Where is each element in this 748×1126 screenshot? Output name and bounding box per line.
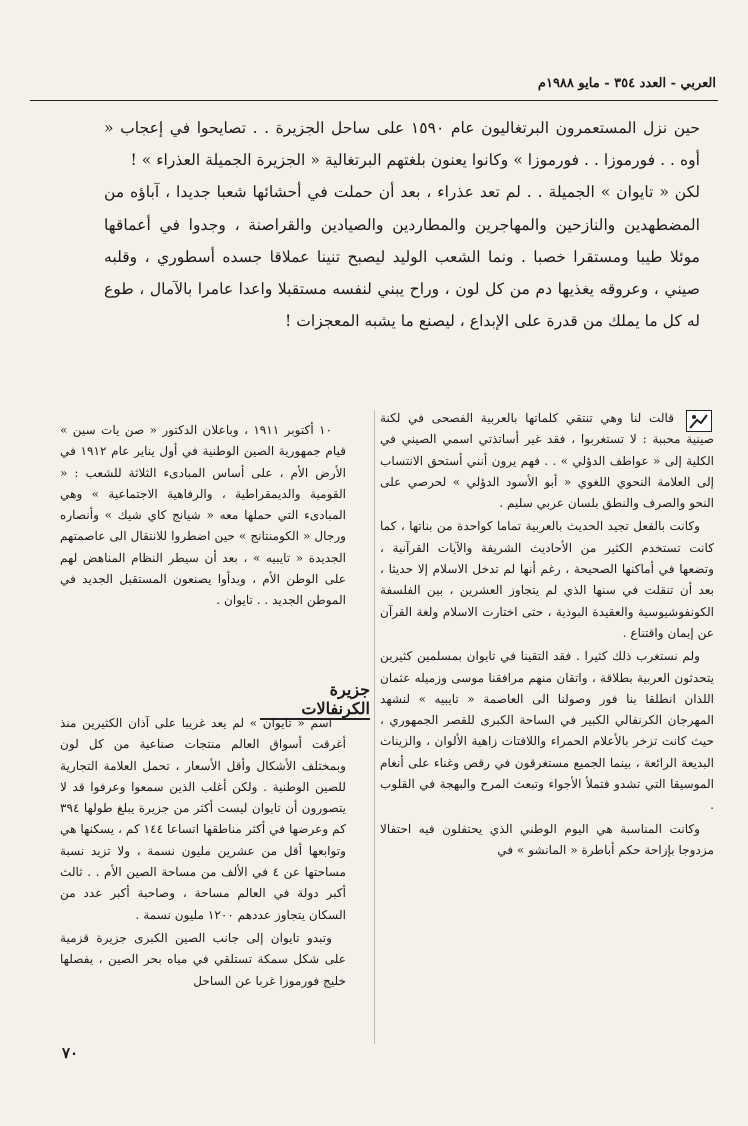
right-paragraph-4: وكانت المناسبة هي اليوم الوطني الذي يحتفلون فيه احتفالا مزدوجا بإزاحة حكم أباطرة « المانشو » في — [380, 821, 714, 857]
section-heading: جزيرة الكرنفالات — [260, 680, 370, 720]
left-paragraph-3: وتبدو تايوان إلى جانب الصين الكبرى جزيرة قزمية على شكل سمكة تستلقي في مياه بحر الصين ، يفصلها خليج فورموزا غربا عن الساحل — [60, 930, 346, 988]
right-paragraph-2: وكانت بالفعل تجيد الحديث بالعربية تماما كواحدة من بناتها ، كما كانت تستخدم الكثير من الأحاديث الشريفة والآيات القرآنية ، وتضعها في أماكنها الصحيحة ، رغم أنها لم تدخل الاسلام إلا حديثا ، بعد أن تنقلت في سنها الذي لم يتجاوز العشرين ، بين الفلسفة الكونفوشيوسية والعقيدة البوذية ، حتى اختارت الاسلام ولغة القرآن عن إيمان واقتناع . — [380, 519, 714, 640]
page-header: العربي - العدد ٣٥٤ - مايو ١٩٨٨م — [537, 76, 716, 91]
intro-block — [104, 112, 700, 337]
left-column-top — [60, 420, 346, 614]
column-divider — [374, 410, 375, 1044]
right-column — [380, 408, 714, 863]
left-column-bottom — [60, 713, 346, 994]
left-paragraph-1: ١٠ أكتوبر ١٩١١ ، وباعلان الدكتور « صن يات سين » قيام جمهورية الصين الوطنية في أول يناير عام ١٩١٢ في الأرض الأم ، على أساس المبادىء الثلاثة للشعب : « القومية والديمقراطية ، والرفاهية الاجتماعية » وهي المبادىء التي حملها معه « شيانج كاي شيك » وأنصاره ورجال « الكومنتانج » حين اضطروا للانتقال الى عاصمتهم الجديدة « تايبيه » ، بعد أن سيطر النظام المناهض لهم على الوطن الأم ، وبدأوا يصنعون المستقبل الجديد في الموطن الجديد . . تايوان . — [60, 423, 346, 608]
right-paragraph-3: ولم نستغرب ذلك كثيرا . فقد التقينا في تايوان بمسلمين كثيرين يتحدثون العربية بطلاقة ، واتقان منهم مرافقنا موسى وزميله عثمان اللذان انطلقا بنا فور وصولنا الى العاصمة « تايبيه » لنشهد المهرجان الكرنفالي الكبير في الساحة الكبرى للقصر الجمهوري ، حيث كانت تزخر بالأعلام الحمراء واللافتات زاهية الألوان ، والزينات البديعة الرائعة ، بينما الجميع مستغرقون في رقص وغناء على أنغام الموسيقا التي تشدو فتملأ الأجواء وتبعث المرح والبهجة في القلوب . — [380, 649, 714, 813]
intro-paragraph-1: حين نزل المستعمرون البرتغاليون عام ١٥٩٠ على ساحل الجزيرة . . تصايحوا في إعجاب « أوه . . فورموزا . . فورموزا » وكانوا يعنون بلغتهم البرتغالية « الجزيرة الجميلة العذراء » ! — [104, 119, 700, 170]
left-paragraph-2: اسم « تايوان » لم يعد غريبا على آذان الكثيرين منذ أغرقت أسواق العالم منتجات صناعية من كل لون وبمختلف الأشكال وأقل الأسعار ، تحمل العلامة التجارية للصين الوطنية . ولكن أغلب الذين سمعوا وعرفوا قد لا يتصورون أن تايوان ليست أكثر من جزيرة يبلغ طولها ٣٩٤ كم وعرضها في أكثر مناطقها اتساعا ١٤٤ كم ، يسكنها هي وتوابعها أقل من عشرين مليون نسمة ، ولا تزيد نسبة مساحتها عن ٤ في الألف من مساحة الصين الأم . . ثالث أكبر دولة في العالم مساحة ، وصاحبة أكبر عدد من السكان يتجاوز عددهم ١٢٠٠ مليون نسمة . — [60, 716, 346, 922]
header-rule — [30, 100, 718, 101]
page-number: ٧٠ — [62, 1044, 79, 1062]
right-paragraph-1: قالت لنا وهي تنتقي كلماتها بالعربية الفصحى في لكنة صينية محببة : لا تستغربوا ، فقد غير أساتذتي اسمي الصيني في الكلية إلى « عواطف الدؤلي » . . فهم يرون أنني أستحق الانتساب إلى العلامة النحوي اللغوي « أبو الأسود الدؤلي » لحرصي على النحو والصرف والنطق بلسان عربي سليم . — [380, 411, 714, 511]
intro-paragraph-2: لكن « تايوان » الجميلة . . لم تعد عذراء ، بعد أن حملت في أحشائها شعبا جديدا ، آباؤه من المضطهدين والنازحين والمهاجرين والمطاردين والصيادين والقراصنة ، وجدوا في أعماقها موئلا طيبا ومستقرا خصبا . ونما الشعب الوليد ليصبح تنينا عملاقا جسده أسطوري ، وقلبه صيني ، وعروقه يغذيها دم من كل لون ، وراح يبني لنفسه مستقبلا واعدا عامرا بالآمال ، طوع له كل ما يملك من قدرة على الإبداع ، ليصنع ما يشبه المعجزات ! — [104, 183, 700, 331]
